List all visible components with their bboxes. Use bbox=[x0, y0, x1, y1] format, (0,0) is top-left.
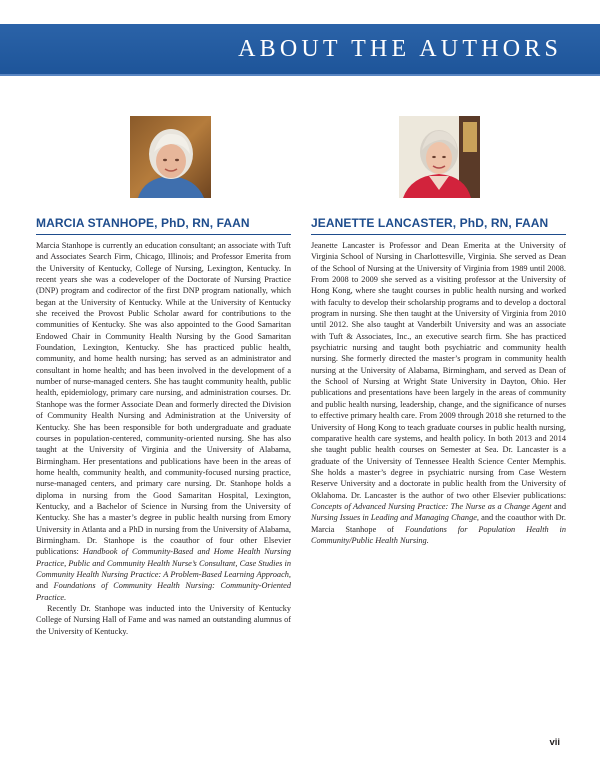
author-bio bbox=[311, 240, 566, 546]
author-bio-paragraph-2: Recently Dr. Stanhope was inducted into the University of Kentucky College of Nursing Hall of Fame and was named an outstanding alumnus of the University of Kentucky. bbox=[36, 604, 291, 636]
author-photo-lancaster bbox=[399, 116, 480, 198]
bio-text: and the coauthor with Dr. Marcia Stanhope of bbox=[311, 513, 566, 534]
author-column-lancaster bbox=[311, 216, 566, 546]
bio-text: Marcia Stanhope is currently an education consultant; an associate with Tuft and Associates Search Firm, Chicago, Illinois; and Professor Emerita from the University of Kentucky, College of Nursing, Lexington, Kentucky. In recent years she was a codeveloper of the Doctorate of Nursing Practice (DNP) program and codirector of the first DNP program nationally, which began at the University of Kentucky. While at the University of Kentucky she received the Provost Public Scholar award for contributions to the communities of Kentucky. She was also appointed to the Good Samaritan Endowed Chair in Community Health Nursing by the Good Samaritan Foundation, Lexington, Kentucky. She has practiced public health, community, and home health nursing; has served as an administrator and consultant in home health; and has been involved in the development of a number of nurse-managed centers. She has taught community health, public health, epidemiology, primary care nursing, and administration courses. Dr. Stanhope was the former Associate Dean and formerly directed the Division of Community Health Nursing and Administration at the University of Kentucky. She has been responsible for both undergraduate and graduate courses in population-centered, community-oriented nursing. She has also taught at the University of Virginia and the University of Alabama, Birmingham. Her presentations and publications have been in the areas of home health, community health, and community-focused nursing practice, nurse-managed centers, and primary care nursing. Dr. Stanhope holds a diploma in nursing from the Good Samaritan Hospital, Lexington, Kentucky, and a Bachelor of Science in Nursing from the University of Kentucky. She has a master’s degree in public health nursing from Emory University in Atlanta and a PhD in nursing from the University of Alabama, Birmingham. Dr. Stanhope is the coauthor of four other Elsevier publications: bbox=[36, 241, 291, 557]
bio-text: Jeanette Lancaster is Professor and Dean Emerita at the University of Virginia School of Nursing in Charlottesville, Virginia. She served as Dean of the School of Nursing at the University of Virginia from 1989 until 2008. From 2008 to 2009 she served as a visiting professor at the University of Hong Kong, where she taught courses in public health nursing and worked with faculty to develop their scholarship programs and to develop a doctoral program in nursing. She then taught at the University of Virginia from 2010 until 2012. She also taught at Vanderbilt University and was an associate with Tuft & Associates, Inc., an executive search firm. She has practiced psychiatric nursing and taught both psychiatric and community health nursing. She formerly directed the master’s program in community health nursing at the University of Alabama, Birmingham, and served as Dean of the School of Nursing at Wright State University in Dayton, Ohio. Her publications and presentations have been largely in the areas of community and public health nursing, leadership, change, and the significance of nurses to effective primary health care. From 2009 through 2018 she returned to the University of Hong Kong to teach graduate courses in public health nursing, comparative health care systems, and health policy. In both 2013 and 2014 she taught public health courses on Semester at Sea. Dr. Lancaster is a graduate of the University of Tennessee Health Science Center Memphis. She holds a master’s degree in psychiatric nursing from Case Western Reserve University and a doctorate in public health from the University of Oklahoma. Dr. Lancaster is the author of two other Elsevier publications: bbox=[311, 241, 566, 500]
page-title: ABOUT THE AUTHORS bbox=[238, 36, 562, 62]
author-column-stanhope bbox=[36, 216, 291, 637]
page-number: vii bbox=[549, 737, 560, 748]
author-photo-stanhope bbox=[130, 116, 211, 198]
author-bio bbox=[36, 240, 291, 603]
bio-book-title: Nursing Issues in Leading and Managing Change, bbox=[311, 513, 479, 523]
header-banner bbox=[0, 24, 600, 76]
bio-book-titles: Handbook of Community-Based and Home Health Nursing Practice, Public and Community Health Nurse’s Consultant, Case Studies in Community Health Nursing Practice: A Problem-Based Learning Approach, bbox=[36, 547, 292, 579]
bio-text: and bbox=[551, 501, 566, 511]
bio-text: and bbox=[36, 581, 54, 591]
bio-book-title: Foundations for Population Health in Community/Public Health Nursing. bbox=[311, 524, 566, 545]
author-name: MARCIA STANHOPE, PhD, RN, FAAN bbox=[36, 216, 291, 235]
bio-book-title: Foundations of Community Health Nursing: Community-Oriented Practice. bbox=[36, 581, 291, 602]
author-name: JEANETTE LANCASTER, PhD, RN, FAAN bbox=[311, 216, 566, 235]
bio-book-title: Concepts of Advanced Nursing Practice: The Nurse as a Change Agent bbox=[311, 501, 552, 511]
